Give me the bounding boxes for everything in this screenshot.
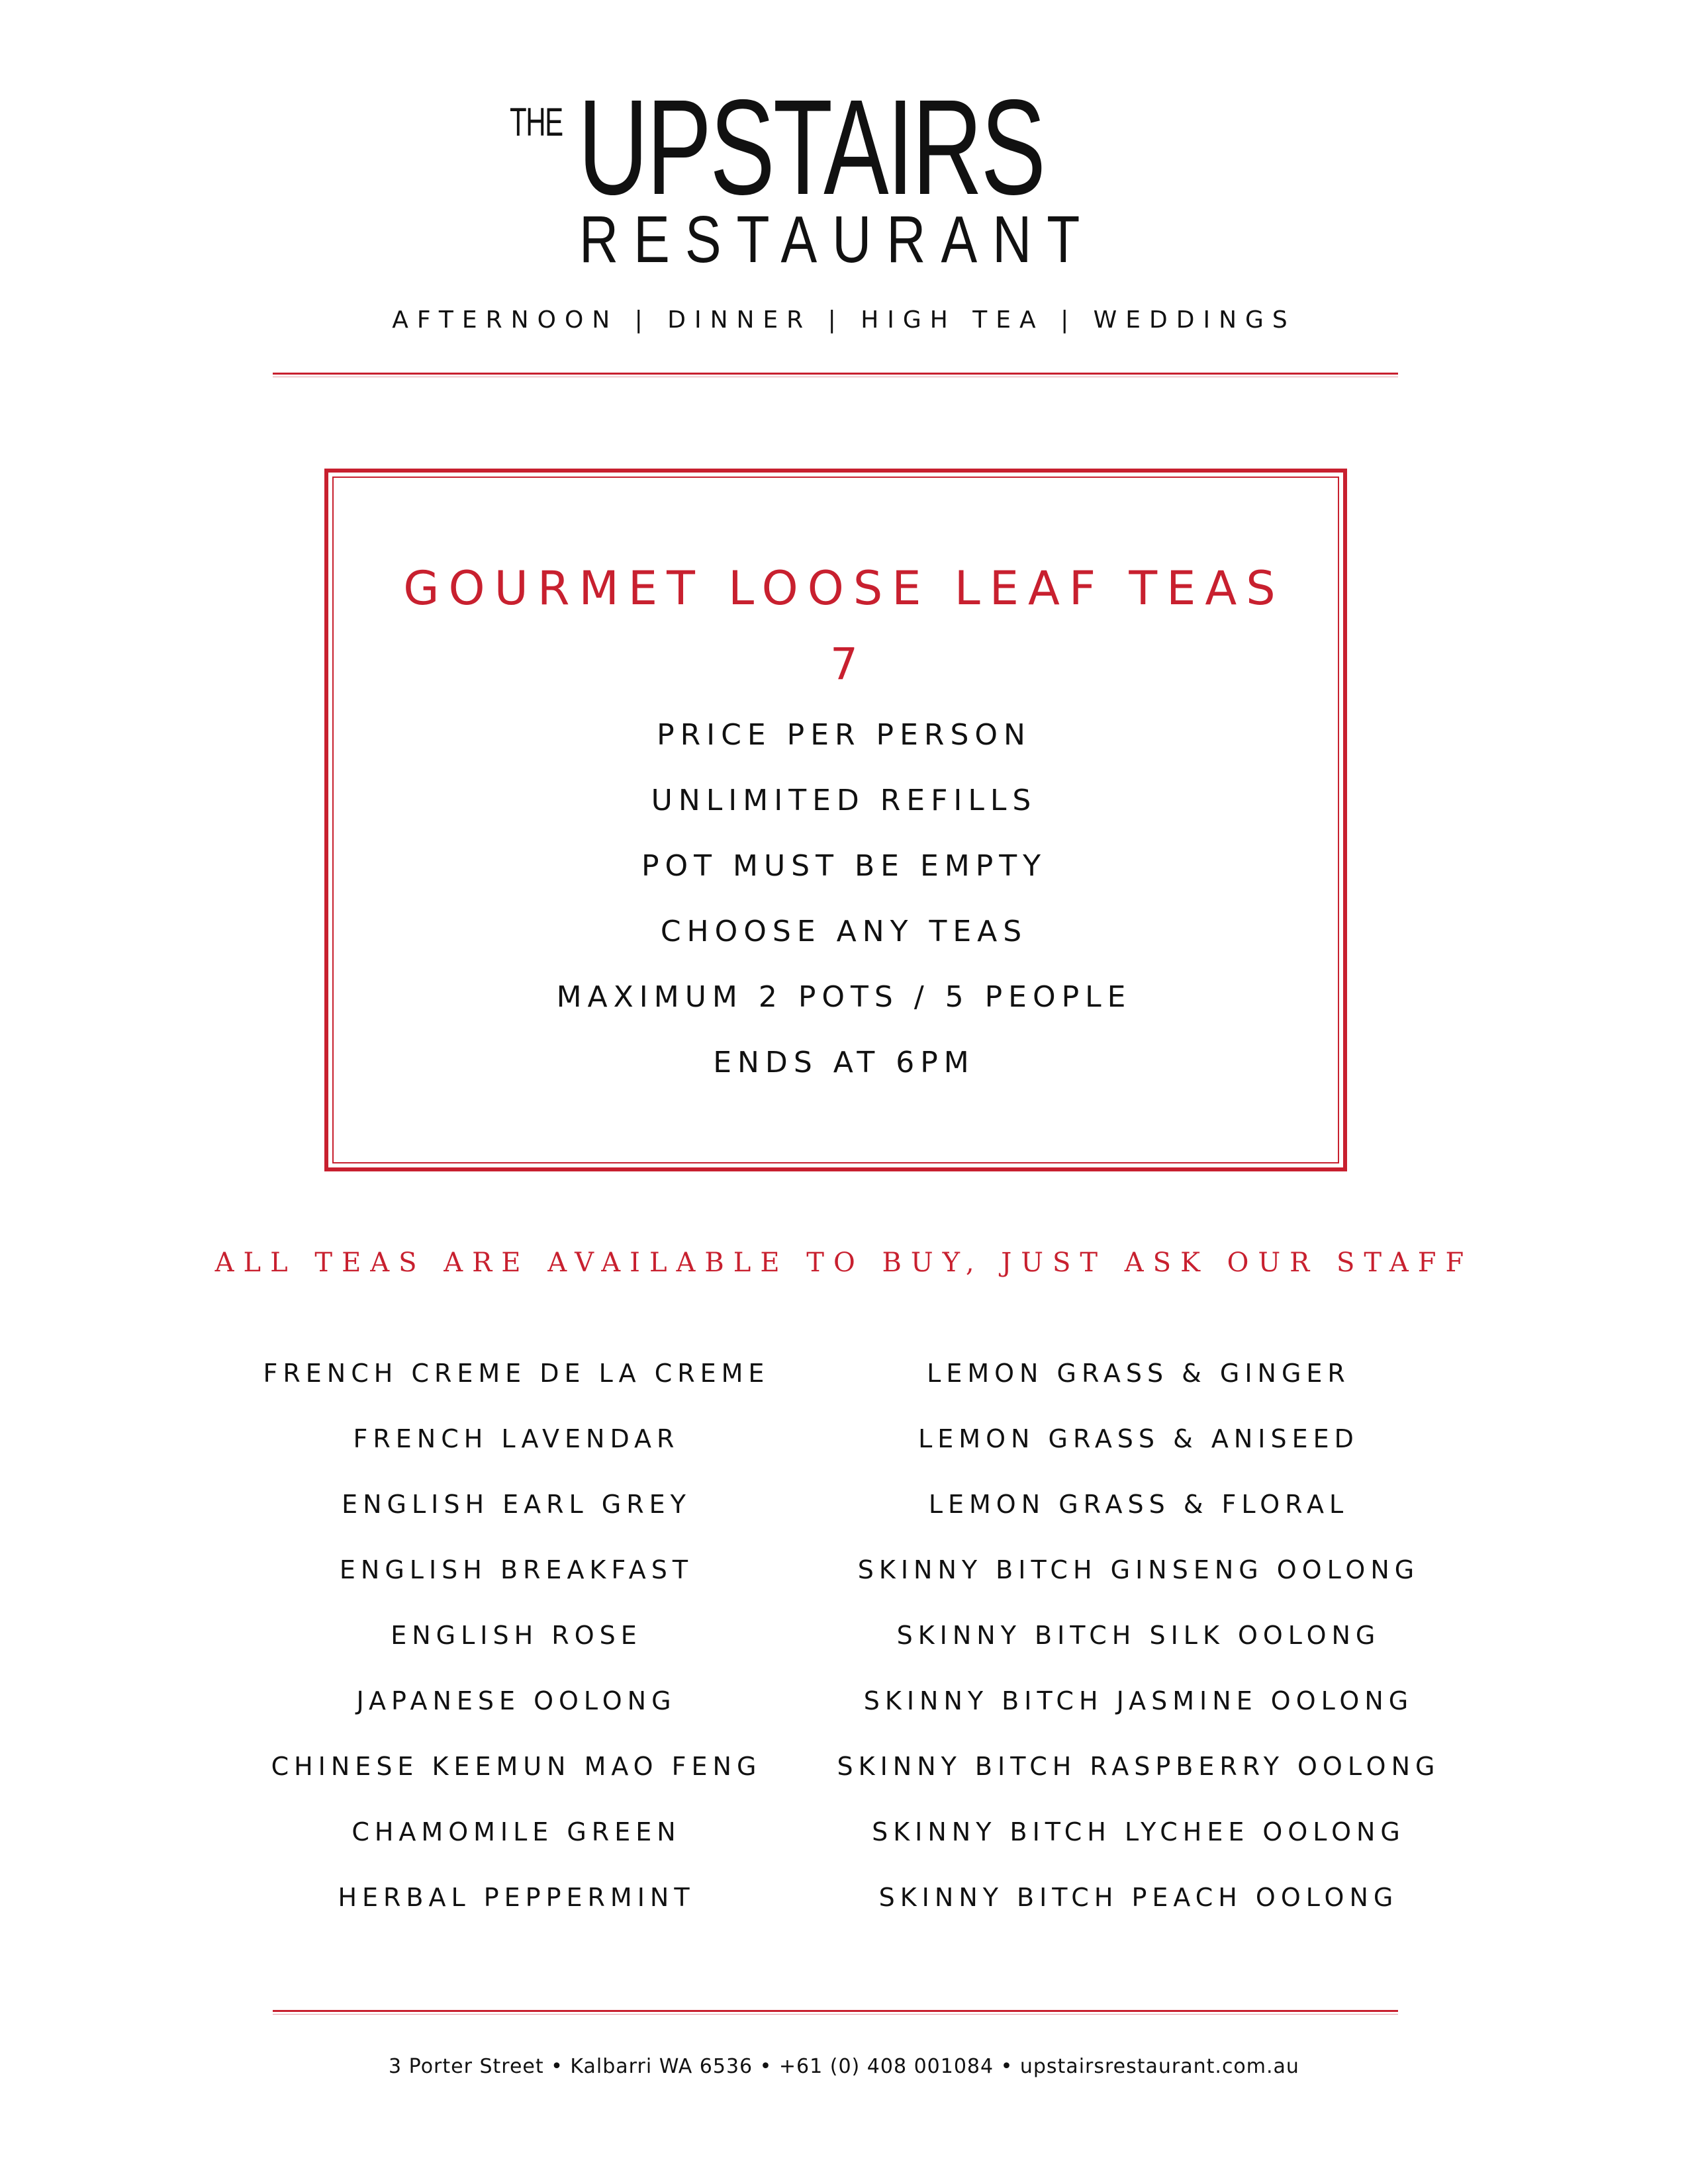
offer-condition: PRICE PER PERSON [657,718,1031,752]
tea-item: SKINNY BITCH RASPBERRY OOLONG [837,1752,1440,1781]
logo-the: THE [510,100,563,144]
logo-subtitle: RESTAURANT [579,203,1096,277]
tea-item: ENGLISH ROSE [391,1621,642,1650]
tea-item: CHAMOMILE GREEN [352,1817,681,1846]
bottom-divider [273,2010,1398,2012]
tea-item: CHINESE KEEMUN MAO FENG [271,1752,762,1781]
tea-item: ENGLISH BREAKFAST [339,1555,694,1584]
tea-item: LEMON GRASS & FLORAL [928,1490,1349,1519]
tea-item: SKINNY BITCH GINSENG OOLONG [857,1555,1420,1584]
tea-item: SKINNY BITCH JASMINE OOLONG [863,1686,1414,1715]
tea-item: LEMON GRASS & GINGER [927,1359,1350,1388]
buy-note: ALL TEAS ARE AVAILABLE TO BUY, JUST ASK OUR STAFF [214,1248,1474,1278]
tea-item: FRENCH LAVENDAR [353,1424,680,1453]
services-nav: AFTERNOON | DINNER | HIGH TEA | WEDDINGS [392,306,1296,334]
tea-item: SKINNY BITCH LYCHEE OOLONG [872,1817,1405,1846]
offer-price: 7 [830,639,858,690]
tea-item: FRENCH CREME DE LA CREME [263,1359,770,1388]
tea-item: JAPANESE OOLONG [356,1686,677,1715]
offer-condition: ENDS AT 6PM [713,1046,975,1079]
tea-item: LEMON GRASS & ANISEED [918,1424,1359,1453]
footer-contact: 3 Porter Street • Kalbarri WA 6536 • +61 (0) 408 001084 • upstairsrestaurant.com.au [389,2055,1299,2078]
tea-item: SKINNY BITCH SILK OOLONG [896,1621,1381,1650]
logo-name: UPSTAIRS [578,71,1045,223]
tea-item: HERBAL PEPPERMINT [338,1883,695,1912]
offer-condition: UNLIMITED REFILLS [651,784,1037,817]
offer-condition: POT MUST BE EMPTY [641,849,1047,883]
top-divider [273,373,1398,375]
tea-item: ENGLISH EARL GREY [342,1490,691,1519]
offer-title: GOURMET LOOSE LEAF TEAS [403,561,1285,615]
offer-condition: CHOOSE ANY TEAS [660,915,1028,948]
tea-item: SKINNY BITCH PEACH OOLONG [878,1883,1399,1912]
offer-condition: MAXIMUM 2 POTS / 5 PEOPLE [556,980,1132,1014]
